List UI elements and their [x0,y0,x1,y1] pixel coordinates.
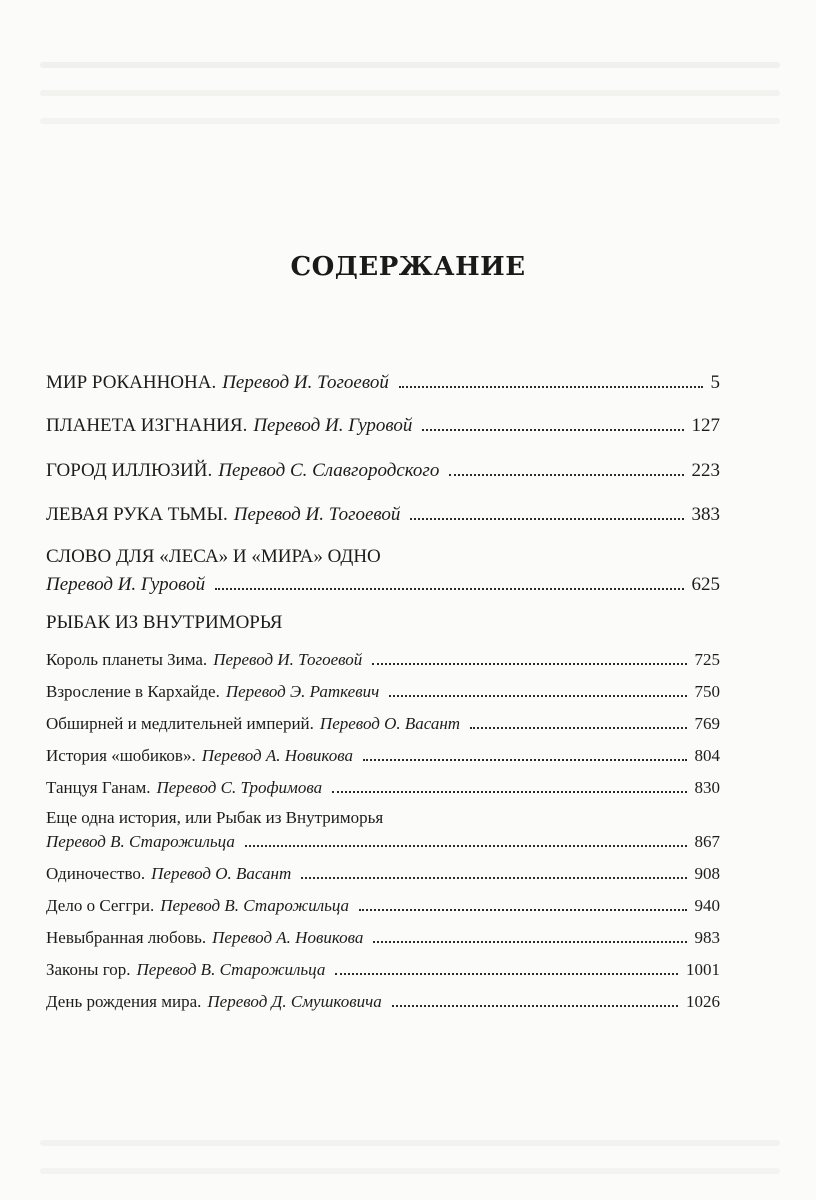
leader-dots [301,876,686,879]
leader-dots [372,662,686,665]
entry-translator: Перевод Д. Смушковича [207,992,382,1011]
entry-title: СЛОВО ДЛЯ «ЛЕСА» И «МИРА» ОДНО [46,546,381,567]
entry-page: 830 [694,778,720,797]
entry-title: Одиночество. [46,864,146,883]
toc-entry [46,574,720,596]
entry-title: ГОРОД ИЛЛЮЗИЙ. [46,460,213,481]
entry-translator: Перевод И. Тогоевой [222,372,389,393]
entry-page: 725 [694,650,720,669]
toc-entry [46,864,720,884]
entry-title: Король планеты Зима. [46,650,208,669]
leader-dots [363,758,687,761]
entry-page: 769 [694,714,720,733]
toc-entry [46,992,720,1012]
toc-entry [46,896,720,916]
entry-translator: Перевод О. Васант [151,864,292,883]
entry-translator: Перевод В. Старожильца [160,896,350,915]
entry-page: 625 [691,574,720,595]
toc-entry [46,372,720,394]
entry-page: 127 [691,415,720,436]
entry-title: Еще одна история, или Рыбак из Внутриморья [46,808,384,827]
entry-title: Законы гор. [46,960,131,979]
entry-title: Взросление в Кархайде. [46,682,220,701]
entry-title: История «шобиков». [46,746,196,765]
leader-dots [449,473,683,476]
toc-entry [46,460,720,482]
leader-dots [359,908,686,911]
toc-entry [46,928,720,948]
leader-dots [215,587,683,590]
leader-dots [410,517,683,520]
entry-page: 940 [694,896,720,915]
entry-page: 908 [694,864,720,883]
entry-page: 804 [694,746,720,765]
entry-title: Танцуя Ганам. [46,778,151,797]
leader-dots [332,790,686,793]
entry-title: День рождения мира. [46,992,202,1011]
toc-entry [46,960,720,980]
entry-translator: Перевод Э. Раткевич [225,682,380,701]
entry-translator: Перевод О. Васант [319,714,461,733]
collection-title: РЫБАК ИЗ ВНУТРИМОРЬЯ [46,612,283,633]
entry-page: 1026 [686,992,720,1011]
toc-entry [46,746,720,766]
toc-entry [46,682,720,702]
entry-page: 1001 [686,960,720,979]
entry-translator: Перевод С. Трофимова [156,778,323,797]
toc-entry [46,778,720,798]
entry-page: 983 [694,928,720,947]
entry-title: МИР РОКАННОНА. [46,372,217,393]
leader-dots [373,940,686,943]
entry-translator: Перевод А. Новикова [201,746,353,765]
page-title: СОДЕРЖАНИЕ [290,252,526,282]
entry-title: ПЛАНЕТА ИЗГНАНИЯ. [46,415,248,436]
entry-translator: Перевод И. Тогоевой [233,504,401,525]
entry-translator: Перевод В. Старожильца [46,832,235,851]
entry-translator: Перевод И. Тогоевой [213,650,363,669]
toc-entry [46,714,720,734]
toc-entry [46,415,720,437]
table-of-contents [46,0,720,1200]
entry-translator: Перевод А. Новикова [212,928,364,947]
toc-entry [46,504,720,526]
leader-dots [335,972,678,975]
entry-title: Дело о Сеггри. [46,896,155,915]
leader-dots [399,385,703,388]
entry-title: ЛЕВАЯ РУКА ТЬМЫ. [46,504,228,525]
entry-translator: Перевод В. Старожильца [136,960,326,979]
entry-translator: Перевод С. Славгородского [218,460,440,481]
entry-page: 750 [694,682,720,701]
entry-title: Невыбранная любовь. [46,928,207,947]
leader-dots [422,428,683,431]
toc-entry [46,650,720,670]
entry-page: 223 [691,460,720,481]
leader-dots [470,726,686,729]
leader-dots [392,1004,678,1007]
toc-entry [46,832,720,852]
entry-page: 5 [710,372,720,393]
entry-translator: Перевод И. Гуровой [46,574,206,595]
entry-translator: Перевод И. Гуровой [253,415,413,436]
leader-dots [389,694,686,697]
entry-page: 867 [694,832,720,851]
entry-title: Обширней и медлительней империй. [46,714,314,733]
leader-dots [245,844,687,847]
entry-page: 383 [691,504,720,525]
